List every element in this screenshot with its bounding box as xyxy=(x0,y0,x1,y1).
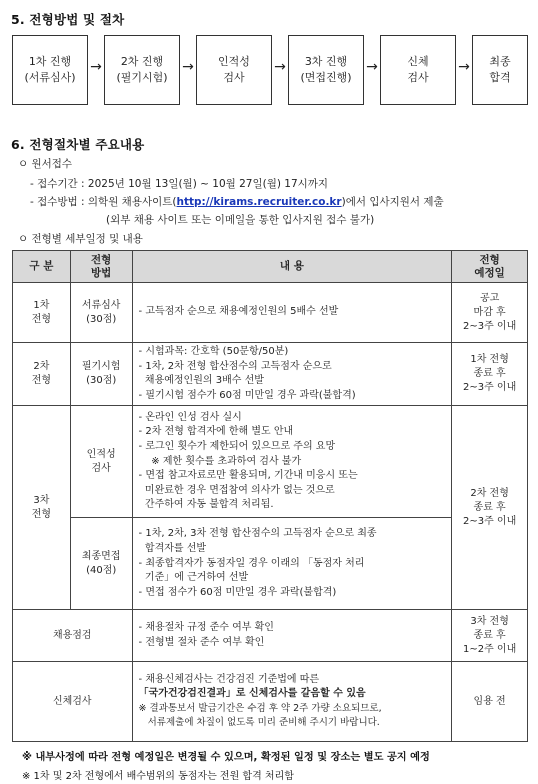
arrow-icon: → xyxy=(182,59,194,75)
header-content: 내 용 xyxy=(132,251,452,283)
content-line: 미완료한 경우 면접참여 의사가 없는 것으로 xyxy=(138,484,335,496)
step-document-screening: 1차 진행 (서류심사) xyxy=(12,35,88,105)
schedule-table xyxy=(12,250,528,742)
method-cell: 인적성 검사 xyxy=(70,406,132,518)
content-line: ※ 제한 횟수를 초과하여 검사 불가 xyxy=(138,455,302,467)
content-line: - 1차, 2차, 3차 전형 합산점수의 고득점자 순으로 최종 xyxy=(138,528,377,540)
table-row xyxy=(13,406,528,518)
content-cell xyxy=(132,518,452,610)
procedure-flow xyxy=(12,35,528,105)
stage-cell: 2차 전형 xyxy=(13,343,71,406)
content-line: 채용예정인원의 3배수 선발 xyxy=(138,375,264,387)
stage-cell: 채용점검 xyxy=(13,610,133,662)
content-line: - 고득점자 순으로 채용예정인원의 5배수 선발 xyxy=(138,306,339,318)
content-cell xyxy=(132,283,452,343)
content-line: - 2차 전형 합격자에 한해 별도 안내 xyxy=(138,426,294,438)
content-line: - 온라인 인성 검사 실시 xyxy=(138,411,242,423)
content-line: - 면접 점수가 60점 미만일 경우 과락(불합격) xyxy=(138,586,337,598)
footnote-tie-rule: ※ 1차 및 2차 전형에서 배수범위의 동점자는 전원 합격 처리함 xyxy=(22,771,294,782)
header-schedule: 전형 예정일 xyxy=(452,251,528,283)
content-cell xyxy=(132,343,452,406)
content-line: ※ 결과통보서 발급기간은 수검 후 약 2주 가량 소요되므로, xyxy=(138,702,382,714)
content-line: - 채용절차 규정 준수 여부 확인 xyxy=(138,622,274,634)
step-aptitude-test: 인적성 검사 xyxy=(196,35,272,105)
content-line: 기준」에 근거하여 선발 xyxy=(138,572,249,584)
application-method-suffix: )에서 입사지원서 제출 xyxy=(341,196,444,208)
content-line-emphasis: 「국가건강검진결과」로 신체검사를 갈음할 수 있음 xyxy=(138,688,366,700)
arrow-icon: → xyxy=(274,59,286,75)
content-cell xyxy=(132,662,452,742)
application-method-prefix: - 접수방법 : 의학원 채용사이트( xyxy=(30,196,177,208)
section5-title: 5. 전형방법 및 절차 xyxy=(11,12,125,27)
application-note: (외부 채용 사이트 또는 이메일을 통한 입사지원 접수 불가) xyxy=(106,214,375,226)
schedule-cell: 공고 마감 후 2~3주 이내 xyxy=(452,283,528,343)
content-line: - 전형별 절차 준수 여부 확인 xyxy=(138,636,265,648)
application-method xyxy=(30,194,444,209)
schedule-cell: 임용 전 xyxy=(452,662,528,742)
content-line: - 필기시험 점수가 60점 미만일 경우 과락(불합격) xyxy=(138,389,356,401)
step-written-exam: 2차 진행 (필기시험) xyxy=(104,35,180,105)
table-row xyxy=(13,343,528,406)
method-cell: 필기시험 (30점) xyxy=(70,343,132,406)
schedule-cell: 3차 전형 종료 후 1~2주 이내 xyxy=(452,610,528,662)
application-period: - 접수기간 : 2025년 10월 13일(월) ~ 10월 27일(월) 17시까지 xyxy=(30,178,329,190)
schedule-cell: 1차 전형 종료 후 2~3주 이내 xyxy=(452,343,528,406)
content-cell xyxy=(132,610,452,662)
content-line: - 시험과목: 간호학 (50문항/50분) xyxy=(138,346,289,357)
arrow-icon: → xyxy=(366,59,378,75)
method-cell: 서류심사 (30점) xyxy=(70,283,132,343)
content-cell xyxy=(132,406,452,518)
bullet-application: ㅇ 원서접수 xyxy=(18,158,73,170)
step-final-pass: 최종 합격 xyxy=(472,35,528,105)
content-line: - 최종합격자가 동점자일 경우 이래의 「동점자 처리 xyxy=(138,557,365,569)
content-line: - 1차, 2차 전형 합산점수의 고득점자 순으로 xyxy=(138,360,332,372)
arrow-icon: → xyxy=(90,59,102,75)
bullet-schedule: ㅇ 전형별 세부일정 및 내용 xyxy=(18,233,143,245)
schedule-cell: 2차 전형 종료 후 2~3주 이내 xyxy=(452,406,528,610)
content-line: - 로그인 횟수가 제한되어 있으므로 주의 요망 xyxy=(138,440,336,452)
recruit-site-link[interactable]: http://kirams.recruiter.co.kr xyxy=(176,196,342,208)
content-line: - 면접 참고자료로만 활용되며, 기간내 미응시 또는 xyxy=(138,470,358,482)
content-line: 간주하여 자동 불합격 처리됨. xyxy=(138,499,274,511)
table-row xyxy=(13,518,528,610)
section6-title: 6. 전형절차별 주요내용 xyxy=(11,137,145,152)
table-row xyxy=(13,610,528,662)
content-line: - 채용신체검사는 건강검진 기준법에 따른 xyxy=(138,673,320,685)
footnote-schedule-change: ※ 내부사정에 따라 전형 예정일은 변경될 수 있으며, 확정된 일정 및 장소는 별도 공지 예정 xyxy=(22,752,430,763)
table-row xyxy=(13,283,528,343)
stage-cell: 신체검사 xyxy=(13,662,133,742)
content-line: 합격자를 선발 xyxy=(138,542,207,554)
arrow-icon: → xyxy=(458,59,470,75)
content-line: 서류제출에 차질이 없도록 미리 준비해 주시기 바랍니다. xyxy=(138,717,380,729)
stage-cell: 1차 전형 xyxy=(13,283,71,343)
step-physical-exam: 신체 검사 xyxy=(380,35,456,105)
table-row xyxy=(13,662,528,742)
method-cell: 최종면접 (40점) xyxy=(70,518,132,610)
table-header-row xyxy=(13,251,528,283)
header-method: 전형 방법 xyxy=(70,251,132,283)
stage-cell: 3차 전형 xyxy=(13,406,71,610)
header-stage: 구 분 xyxy=(13,251,71,283)
step-interview: 3차 진행 (면접진행) xyxy=(288,35,364,105)
